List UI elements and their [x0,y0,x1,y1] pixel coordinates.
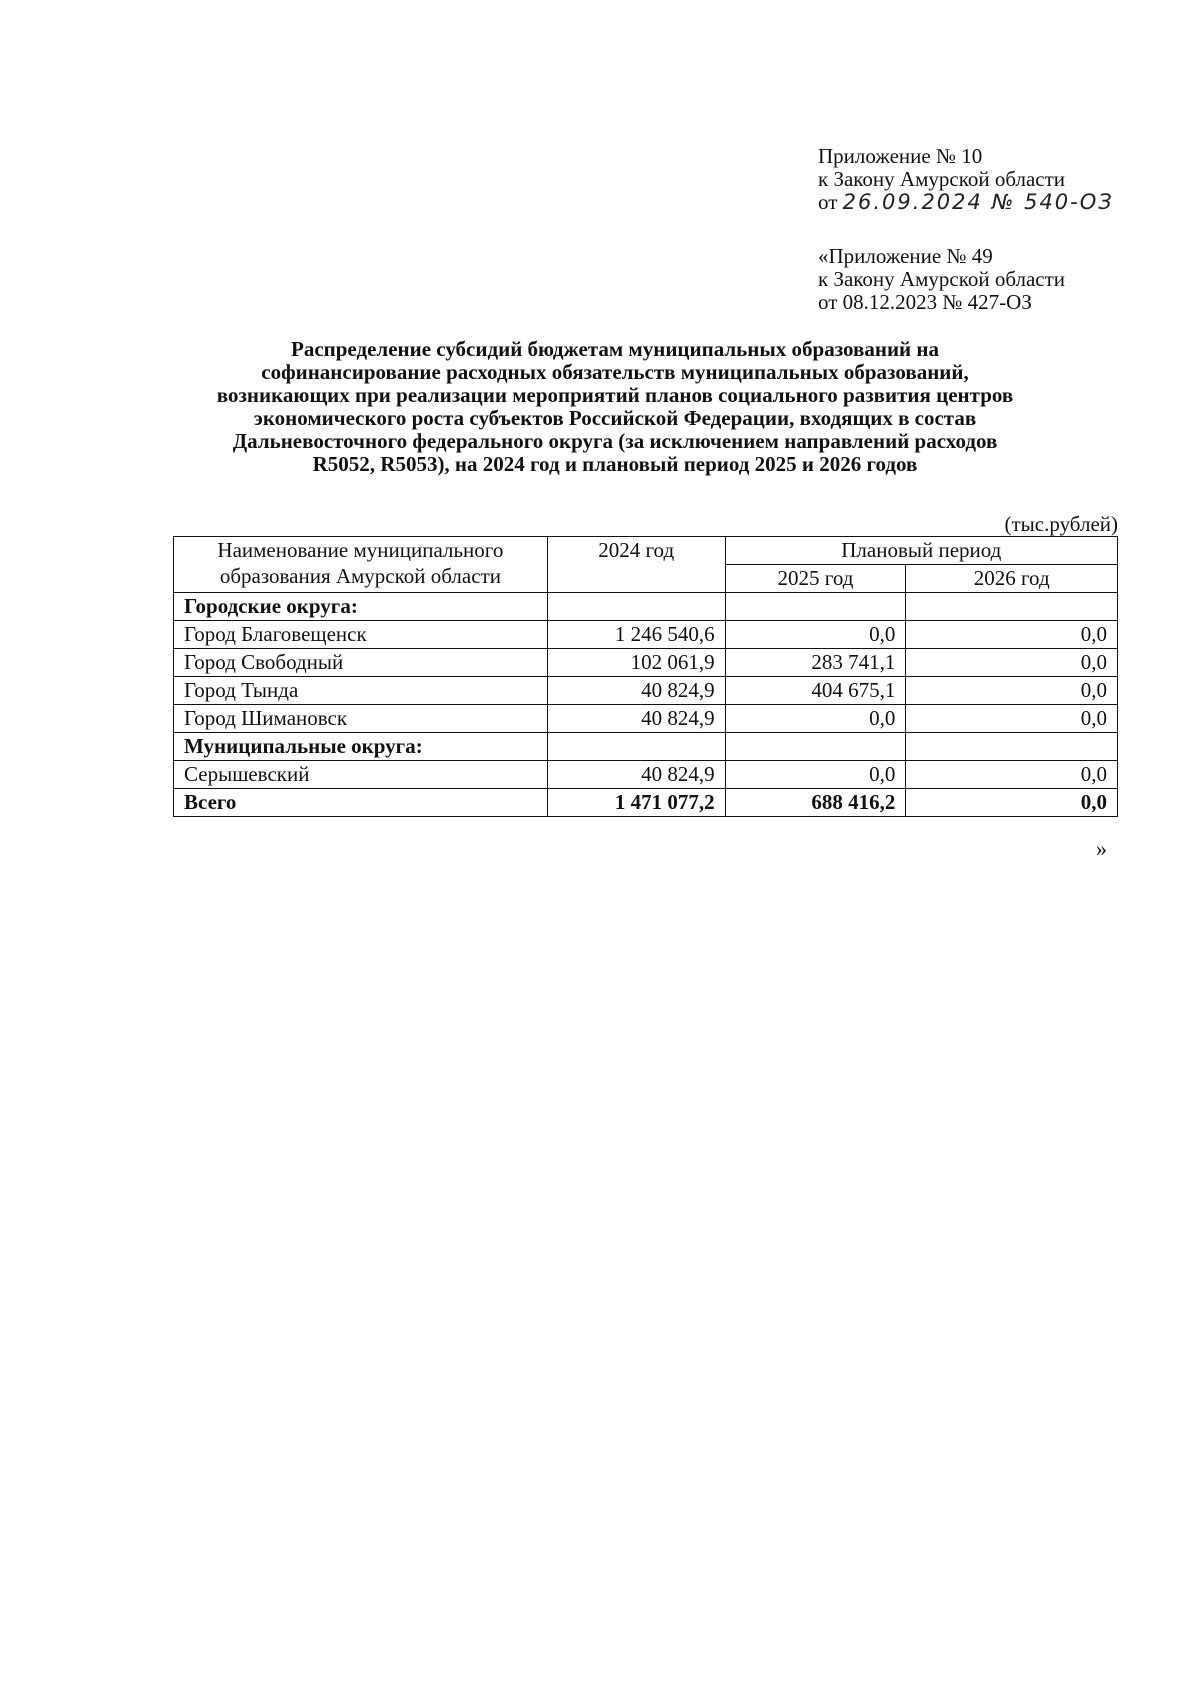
row-value-2024: 40 824,9 [547,677,725,705]
table-row [174,677,1118,705]
row-value-2024: 102 061,9 [547,649,725,677]
header-name-cell [174,537,548,593]
row-value-2026: 0,0 [906,789,1118,817]
appendix-date-line [818,191,1148,214]
row-value-2026: 0,0 [906,649,1118,677]
table-row [174,649,1118,677]
row-value-2026: 0,0 [906,705,1118,733]
prev-appendix-date: от 08.12.2023 № 427-ОЗ [818,290,1032,314]
header-name-line1: Наименование муниципального [217,538,504,562]
row-name: Муниципальные округа: [174,733,548,761]
appendix-date-prefix: от [818,190,838,214]
table-row-group-urban [174,593,1118,621]
header-planned-period: Плановый период [725,537,1117,565]
row-value-2025: 404 675,1 [725,677,906,705]
row-value-2025 [725,733,906,761]
row-value-2024 [547,593,725,621]
row-name: Город Шимановск [174,705,548,733]
title-line: Распределение субсидий бюджетам муниципальных образований на [291,337,939,361]
table-header-row [174,537,1118,565]
row-name: Город Благовещенск [174,621,548,649]
closing-quote: » [1096,836,1107,861]
row-value-2024: 1 246 540,6 [547,621,725,649]
row-value-2026: 0,0 [906,621,1118,649]
header-2025: 2025 год [725,565,906,593]
table-row-group-municipal [174,733,1118,761]
title-line: софинансирование расходных обязательств муниципальных образований, [261,360,969,384]
title-line: Дальневосточного федерального округа (за исключением направлений расходов [232,429,998,453]
appendix-number: Приложение № 10 [818,144,983,168]
appendix-law-reference: к Закону Амурской области [818,167,1066,191]
row-value-2024 [547,733,725,761]
document-title [150,338,1080,476]
title-line: возникающих при реализации мероприятий планов социального развития центров [216,383,1014,407]
handwritten-date-number: 26.09.2024 № 540-ОЗ [842,190,1114,214]
appendix-reference-previous [818,245,1148,314]
row-name: Всего [174,789,548,817]
row-value-2025: 0,0 [725,761,906,789]
row-value-2024: 40 824,9 [547,761,725,789]
row-value-2026: 0,0 [906,761,1118,789]
row-value-2024: 40 824,9 [547,705,725,733]
row-value-2026: 0,0 [906,677,1118,705]
title-line: экономического роста субъектов Российской Федерации, входящих в состав [253,406,977,430]
row-name: Городские округа: [174,593,548,621]
table-row [174,621,1118,649]
header-2024: 2024 год [547,537,725,593]
row-value-2025 [725,593,906,621]
row-value-2025: 283 741,1 [725,649,906,677]
appendix-reference-current [818,145,1148,214]
row-name: Город Свободный [174,649,548,677]
row-name: Серышевский [174,761,548,789]
prev-appendix-law-reference: к Закону Амурской области [818,267,1066,291]
row-value-2026 [906,593,1118,621]
row-name: Город Тында [174,677,548,705]
row-value-2024: 1 471 077,2 [547,789,725,817]
row-value-2025: 0,0 [725,705,906,733]
table-row [174,761,1118,789]
prev-appendix-number: «Приложение № 49 [818,244,993,268]
table-row-total [174,789,1118,817]
header-2026: 2026 год [906,565,1118,593]
subsidy-table [173,536,1118,817]
header-name-line2: образования Амурской области [219,564,501,588]
units-label: (тыс.рублей) [1004,512,1118,536]
row-value-2025: 688 416,2 [725,789,906,817]
row-value-2026 [906,733,1118,761]
title-line: R5052, R5053), на 2024 год и плановый период 2025 и 2026 годов [312,452,918,476]
row-value-2025: 0,0 [725,621,906,649]
table-row [174,705,1118,733]
